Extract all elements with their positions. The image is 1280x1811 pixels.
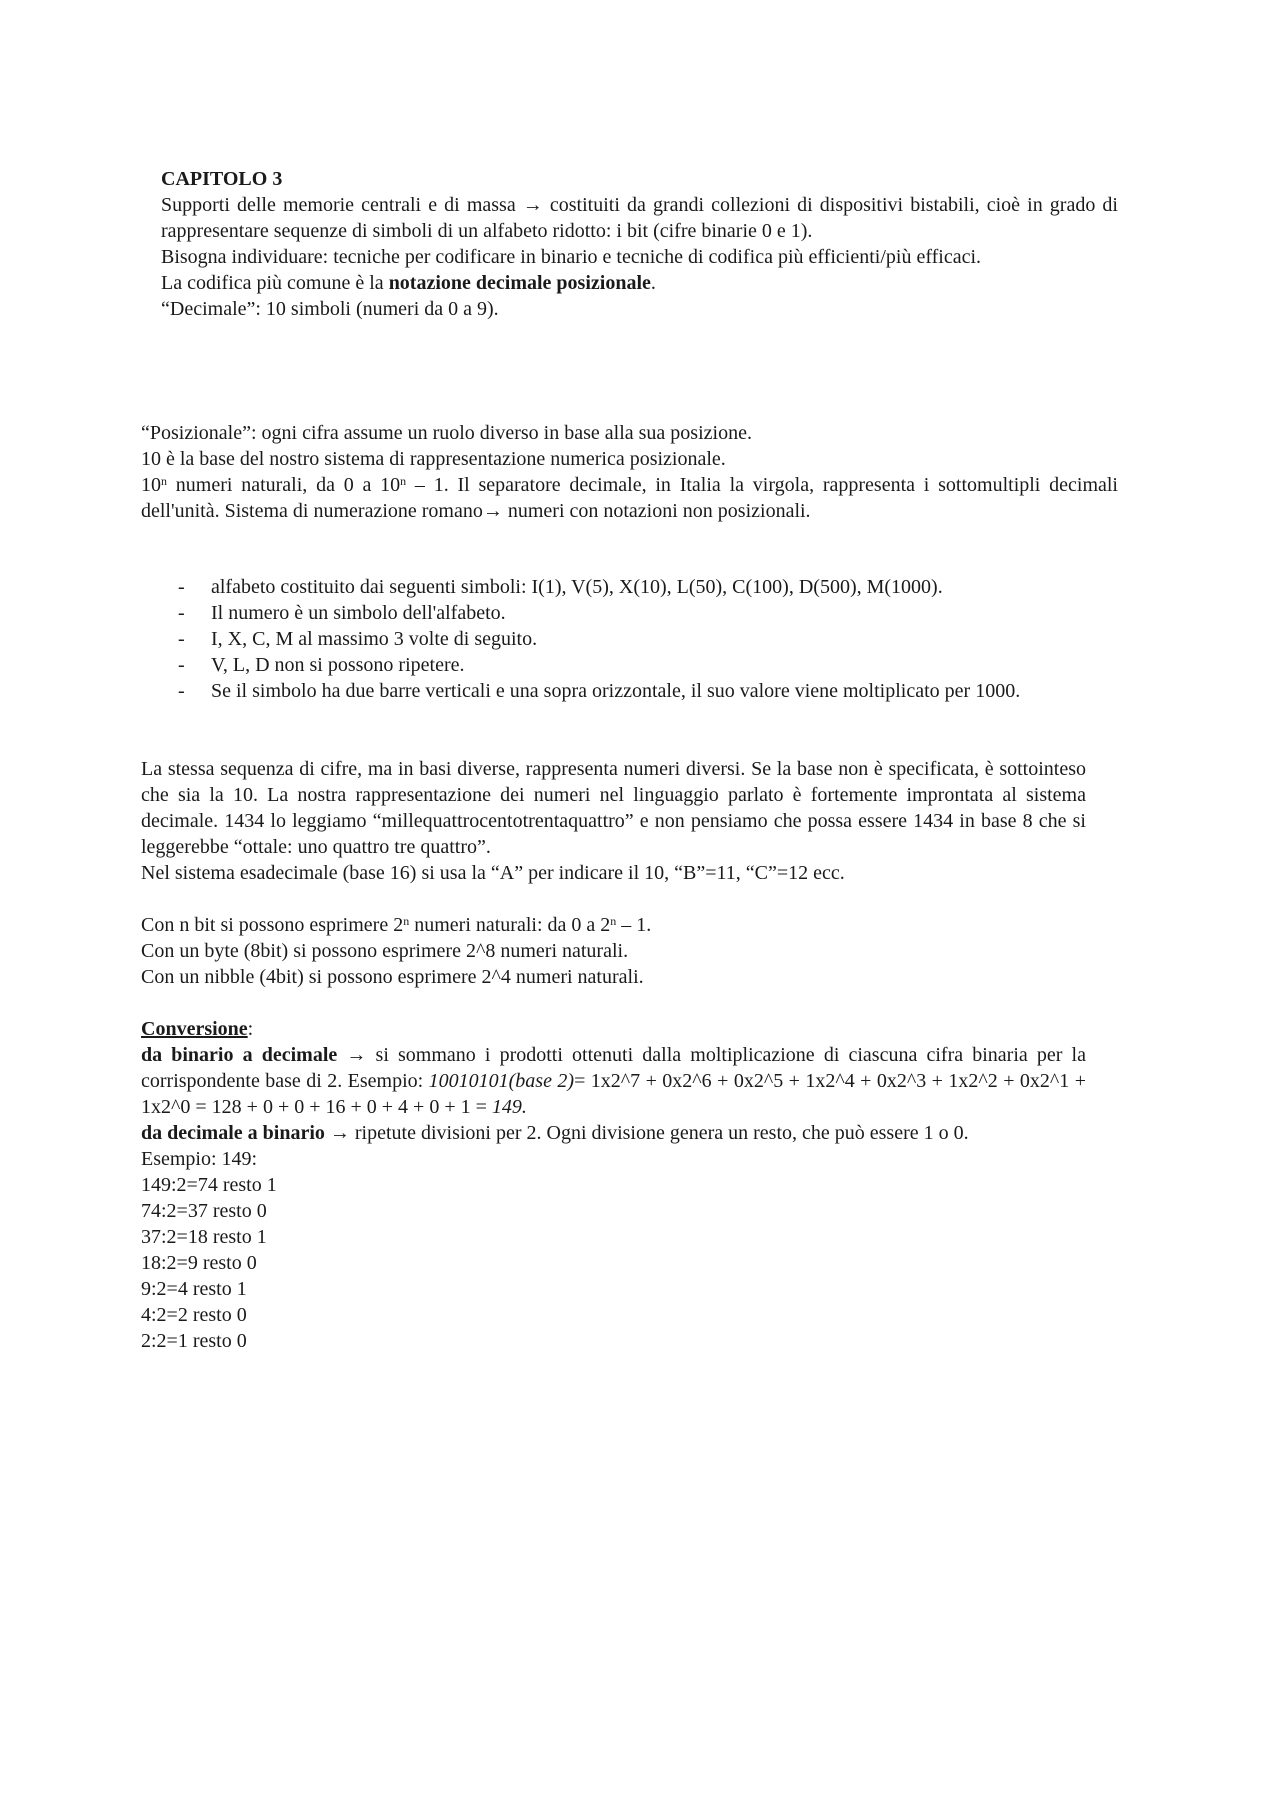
basi-section [141, 756, 1086, 886]
pow-exp: n [161, 474, 167, 488]
chapter-intro [161, 166, 1118, 322]
bit-line-1 [141, 912, 1118, 938]
division-step: 4:2=2 resto 0 [141, 1304, 247, 1326]
b2d-example: 10010101(base 2) [428, 1070, 575, 1092]
conversione-title: Conversione [141, 1018, 248, 1040]
list-item: - I, X, C, M al massimo 3 volte di seguito. [141, 626, 1118, 652]
pow-text-rest: – 1. Il separatore decimale, in Italia la virgola, rappresenta i sottomultipli decimali dell'unità. Sistema di numerazione romano→ numeri con notazioni non posizionali. [141, 474, 1118, 522]
division-step: 37:2=18 resto 1 [141, 1226, 267, 1248]
posizionale-section [141, 420, 1118, 524]
codifica-bold: notazione decimale posizionale [388, 272, 651, 294]
bit-line-3: Con un nibble (4bit) si possono esprimere 2^4 numeri naturali. [141, 966, 644, 988]
list-item: - alfabeto costituito dai seguenti simboli: I(1), V(5), X(10), L(50), C(100), D(500), M(1000). [141, 574, 1118, 600]
bit-line-2: Con un byte (8bit) si possono esprimere 2^8 numeri naturali. [141, 940, 629, 962]
codifica-prefix: La codifica più comune è la [161, 272, 389, 294]
esempio-line: Esempio: 149: [141, 1148, 258, 1170]
list-item: - Se il simbolo ha due barre verticali e una sopra orizzontale, il suo valore viene moltiplicato per 1000. [141, 678, 1118, 704]
bit-text: numeri naturali: da 0 a 2 [409, 914, 611, 936]
division-step: 149:2=74 resto 1 [141, 1174, 277, 1196]
d2b-label: da decimale a binario [141, 1122, 325, 1144]
pow-exp: n [400, 474, 407, 488]
posizionale-line-1: “Posizionale”: ogni cifra assume un ruolo diverso in base alla sua posizione. [141, 422, 752, 444]
b2d-label: da binario a decimale [141, 1044, 338, 1066]
d2b-paragraph [141, 1120, 1086, 1146]
roman-rules [141, 574, 1118, 704]
division-step: 74:2=37 resto 0 [141, 1200, 267, 1222]
decimale-line: “Decimale”: 10 simboli (numeri da 0 a 9). [161, 298, 499, 320]
b2d-result: 149. [491, 1096, 527, 1118]
bit-section [141, 912, 1118, 990]
list-item: - V, L, D non si possono ripetere. [141, 652, 1118, 678]
posizionale-line-2: 10 è la base del nostro sistema di rappresentazione numerica posizionale. [141, 448, 726, 470]
b2d-text: = 1x2^7 + 0x2^6 + 0x2^5 + 1x2^4 + 0x2^3 + 1x2^2 + 0x2^1 + 1x2^0 = 128 + 0 + 0 + 16 + 0 + 4 + 0 + 1 = [141, 1070, 1086, 1118]
posizionale-paragraph [141, 472, 1118, 524]
b2d-text: → si sommano i prodotti ottenuti dalla moltiplicazione di ciascuna cifra binaria per la corrispondente base di 2. Esempio: [141, 1044, 1086, 1092]
conversione-colon: : [247, 1018, 254, 1040]
esadecimale-line: Nel sistema esadecimale (base 16) si usa la “A” per indicare il 10, “B”=11, “C”=12 ecc. [141, 862, 845, 884]
division-step: 9:2=4 resto 1 [141, 1278, 247, 1300]
intro-paragraph-2: Bisogna individuare: tecniche per codificare in binario e tecniche di codifica più efficienti/più efficaci. [161, 246, 982, 268]
list-item: - Il numero è un simbolo dell'alfabeto. [141, 600, 1118, 626]
basi-paragraph: La stessa sequenza di cifre, ma in basi diverse, rappresenta numeri diversi. Se la base non è specificata, è sottointeso che sia la 10. La nostra rappresentazione dei numeri nel linguaggio parlato è fortemente improntata al sistema decimale. 1434 lo leggiamo “millequattrocentotrentaquattro” e non pensiamo che possa essere 1434 in base 8 che si leggerebbe “ottale: uno quattro tre quattro”. [141, 758, 1086, 858]
bit-text: Con n bit si possono esprimere 2 [141, 914, 404, 936]
division-step: 18:2=9 resto 0 [141, 1252, 257, 1274]
d2b-text: → ripetute divisioni per 2. Ogni divisione genera un resto, che può essere 1 o 0. [324, 1122, 969, 1144]
division-step: 2:2=1 resto 0 [141, 1330, 247, 1352]
bit-text: – 1. [616, 914, 652, 936]
conversione-heading [141, 1016, 1086, 1042]
bit-exp: n [403, 914, 410, 928]
codifica-line [161, 270, 1118, 296]
b2d-paragraph [141, 1042, 1086, 1120]
pow-base: 10 [141, 474, 161, 496]
conversione-section [141, 1016, 1086, 1354]
intro-paragraph-1: Supporti delle memorie centrali e di massa → costituiti da grandi collezioni di dispositivi bistabili, cioè in grado di rappresentare sequenze di simboli di un alfabeto ridotto: i bit (cifre binarie 0 e 1). [161, 194, 1118, 242]
bit-exp: n [610, 914, 617, 928]
pow-text: numeri naturali, da 0 a 10 [167, 474, 401, 496]
codifica-suffix: . [650, 272, 656, 294]
chapter-title: CAPITOLO 3 [161, 168, 283, 190]
